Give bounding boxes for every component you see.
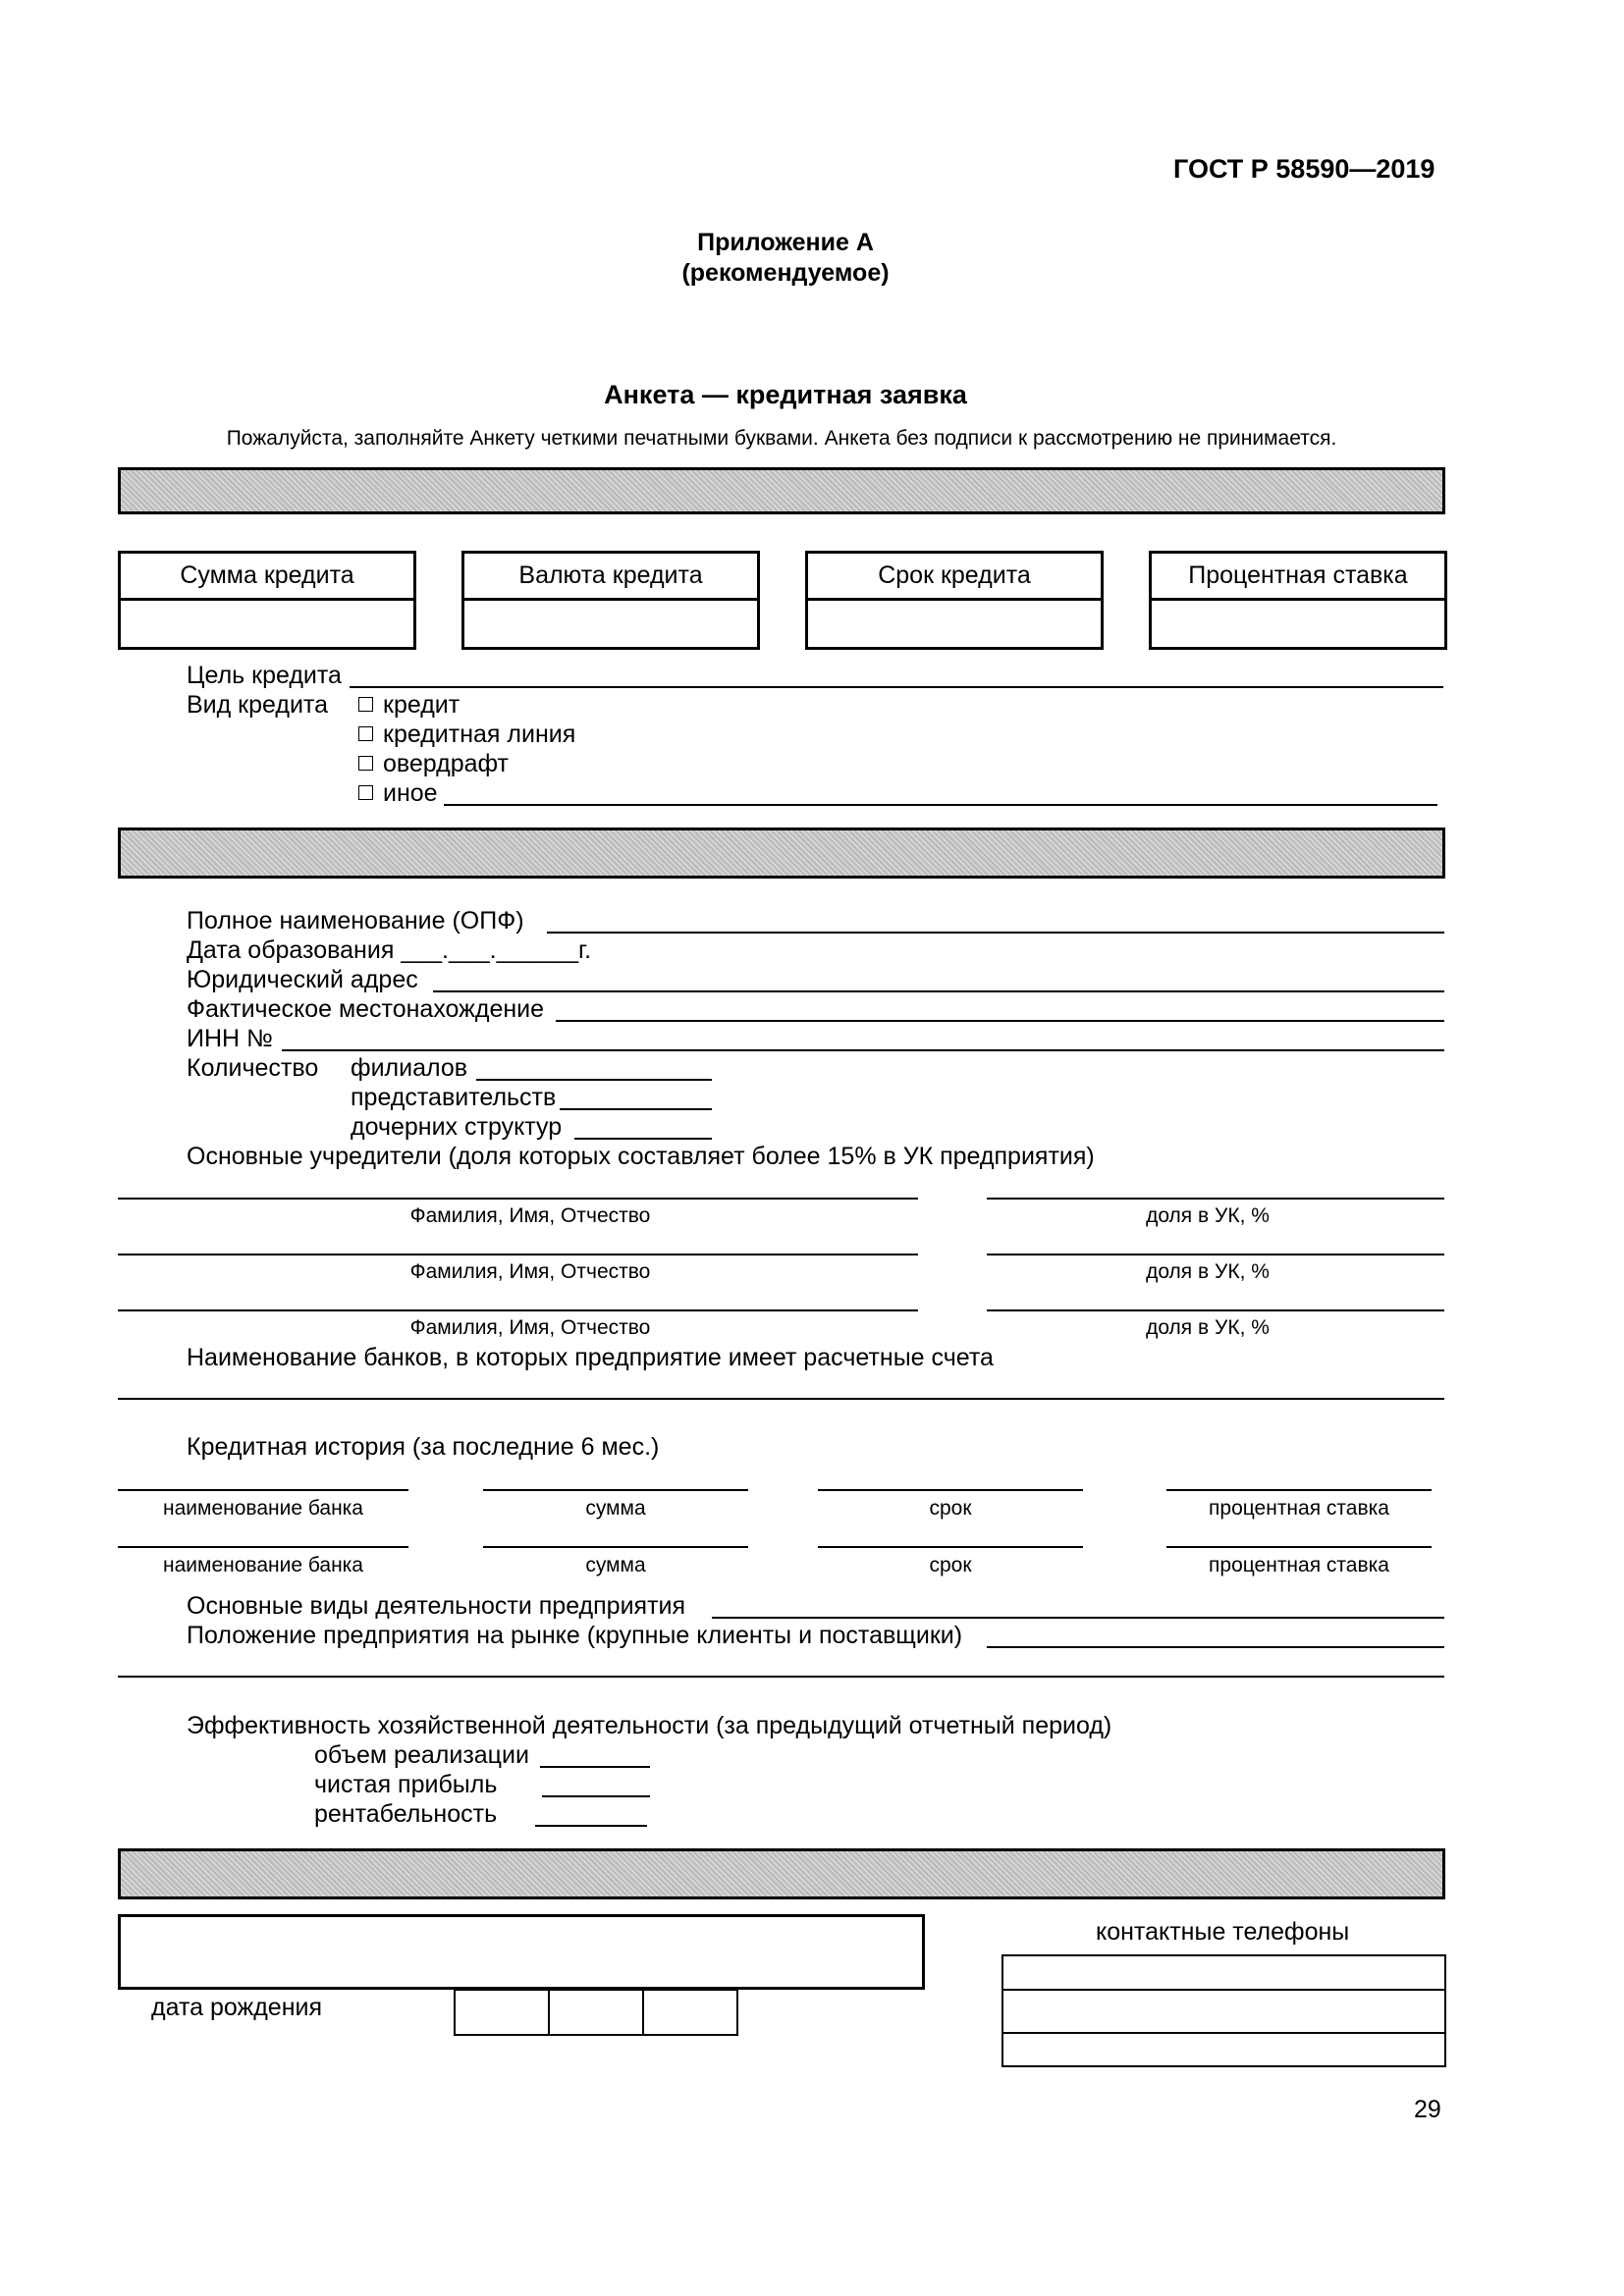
- loan-amount-field[interactable]: [118, 598, 416, 650]
- founder-share-line[interactable]: [987, 1254, 1444, 1255]
- credit-history-label: Кредитная история (за последние 6 мес.): [187, 1433, 660, 1461]
- profitability-line[interactable]: [535, 1825, 647, 1827]
- share-caption: доля в УК, %: [1146, 1260, 1270, 1283]
- branches-line[interactable]: [476, 1079, 712, 1081]
- history-rate-line[interactable]: [1166, 1489, 1432, 1491]
- checkbox-icon[interactable]: [358, 756, 373, 771]
- founders-label: Основные учредители (доля которых составляет более 15% в УК предприятия): [187, 1143, 1095, 1170]
- contact-phone-field[interactable]: [1001, 2032, 1446, 2067]
- founder-name-line[interactable]: [118, 1309, 918, 1311]
- rate-caption: процентная ставка: [1209, 1497, 1389, 1520]
- loan-type-option[interactable]: [358, 690, 460, 720]
- checkbox-icon[interactable]: [358, 697, 373, 712]
- history-bank-line[interactable]: [118, 1546, 408, 1548]
- history-rate-line[interactable]: [1166, 1546, 1432, 1548]
- subsidiaries-label: дочерних структур: [351, 1113, 563, 1141]
- history-sum-line[interactable]: [483, 1489, 748, 1491]
- activities-label: Основные виды деятельности предприятия: [187, 1592, 686, 1620]
- founder-share-line[interactable]: [987, 1198, 1444, 1200]
- legal-address-label: Юридический адрес: [187, 966, 418, 993]
- loan-rate-label: Процентная ставка: [1149, 551, 1447, 601]
- loan-type-option-label: овердрафт: [383, 750, 510, 777]
- banks-line[interactable]: [118, 1398, 1444, 1400]
- net-profit-label: чистая прибыль: [314, 1771, 498, 1798]
- birth-date-label: дата рождения: [151, 1994, 323, 2021]
- term-caption: срок: [929, 1554, 972, 1576]
- activities-line[interactable]: [712, 1617, 1444, 1619]
- birth-month-field[interactable]: [548, 1989, 644, 2036]
- form-title: Анкета — кредитная заявка: [604, 380, 967, 409]
- full-name-line[interactable]: [547, 932, 1444, 934]
- banks-label: Наименование банков, в которых предприятие имеет расчетные счета: [187, 1344, 994, 1371]
- birth-day-field[interactable]: [454, 1989, 550, 2036]
- founder-name-line[interactable]: [118, 1198, 918, 1200]
- history-term-line[interactable]: [818, 1546, 1083, 1548]
- loan-type-option[interactable]: [358, 778, 438, 808]
- fio-caption: Фамилия, Имя, Отчество: [409, 1260, 651, 1283]
- sum-caption: сумма: [585, 1497, 646, 1520]
- section-band-person: [118, 1848, 1445, 1899]
- full-name-label: Полное наименование (ОПФ): [187, 907, 524, 934]
- market-position-line[interactable]: [987, 1646, 1444, 1648]
- legal-address-line[interactable]: [433, 990, 1444, 992]
- bank-name-caption: наименование банка: [163, 1497, 363, 1520]
- fio-caption: Фамилия, Имя, Отчество: [409, 1204, 651, 1227]
- loan-type-label: Вид кредита: [187, 691, 328, 719]
- bank-name-caption: наименование банка: [163, 1554, 363, 1576]
- section-band-loan: [118, 467, 1445, 514]
- history-term-line[interactable]: [818, 1489, 1083, 1491]
- founder-share-line[interactable]: [987, 1309, 1444, 1311]
- efficiency-label: Эффективность хозяйственной деятельности (за предыдущий отчетный период): [187, 1712, 1112, 1739]
- share-caption: доля в УК, %: [1146, 1316, 1270, 1339]
- inn-line[interactable]: [282, 1049, 1444, 1051]
- fio-caption: Фамилия, Имя, Отчество: [409, 1316, 651, 1339]
- term-caption: срок: [929, 1497, 972, 1520]
- net-profit-line[interactable]: [542, 1795, 650, 1797]
- loan-type-option[interactable]: [358, 749, 509, 778]
- appendix-subtitle: (рекомендуемое): [681, 259, 890, 287]
- representations-label: представительств: [351, 1084, 557, 1111]
- loan-term-field[interactable]: [805, 598, 1104, 650]
- formation-date-pattern[interactable]: ___.___.______г.: [401, 936, 592, 964]
- checkbox-icon[interactable]: [358, 785, 373, 800]
- loan-type-option[interactable]: [358, 720, 575, 749]
- market-position-line-2[interactable]: [118, 1676, 1444, 1678]
- page-number: 29: [1414, 2096, 1441, 2123]
- count-label: Количество: [187, 1054, 319, 1082]
- loan-purpose-line[interactable]: [350, 686, 1443, 688]
- loan-currency-label: Валюта кредита: [461, 551, 760, 601]
- contact-phone-field[interactable]: [1001, 1954, 1446, 1991]
- loan-currency-field[interactable]: [461, 598, 760, 650]
- birth-year-field[interactable]: [642, 1989, 738, 2036]
- contact-phone-field[interactable]: [1001, 1989, 1446, 2034]
- loan-rate-field[interactable]: [1149, 598, 1447, 650]
- loan-term-label: Срок кредита: [805, 551, 1104, 601]
- inn-label: ИНН №: [187, 1025, 273, 1052]
- sales-volume-line[interactable]: [540, 1766, 650, 1768]
- person-name-field[interactable]: [118, 1914, 925, 1990]
- history-bank-line[interactable]: [118, 1489, 408, 1491]
- rate-caption: процентная ставка: [1209, 1554, 1389, 1576]
- checkbox-icon[interactable]: [358, 726, 373, 741]
- share-caption: доля в УК, %: [1146, 1204, 1270, 1227]
- contact-phones-label: контактные телефоны: [1096, 1918, 1350, 1946]
- representations-line[interactable]: [560, 1108, 712, 1110]
- profitability-label: рентабельность: [314, 1800, 498, 1828]
- loan-type-option-label: кредит: [383, 691, 460, 719]
- standard-number: ГОСТ Р 58590—2019: [1173, 154, 1435, 184]
- loan-type-option-label: иное: [383, 779, 438, 807]
- formation-date-text: Дата образования: [187, 936, 395, 964]
- appendix-title: Приложение А: [697, 229, 874, 256]
- founder-name-line[interactable]: [118, 1254, 918, 1255]
- loan-type-other-line[interactable]: [444, 804, 1437, 806]
- formation-date-label: [187, 935, 591, 965]
- branches-label: филиалов: [351, 1054, 468, 1082]
- loan-amount-label: Сумма кредита: [118, 551, 416, 601]
- subsidiaries-line[interactable]: [574, 1138, 712, 1140]
- actual-location-line[interactable]: [556, 1020, 1444, 1022]
- section-band-company: [118, 828, 1445, 879]
- sum-caption: сумма: [585, 1554, 646, 1576]
- history-sum-line[interactable]: [483, 1546, 748, 1548]
- sales-volume-label: объем реализации: [314, 1741, 529, 1769]
- actual-location-label: Фактическое местонахождение: [187, 995, 545, 1023]
- market-position-label: Положение предприятия на рынке (крупные клиенты и поставщики): [187, 1622, 963, 1649]
- loan-purpose-label: Цель кредита: [187, 662, 342, 689]
- form-instruction: Пожалуйста, заполняйте Анкету четкими печатными буквами. Анкета без подписи к рассмотрению не принимается.: [226, 427, 1337, 450]
- loan-type-option-label: кредитная линия: [383, 721, 576, 748]
